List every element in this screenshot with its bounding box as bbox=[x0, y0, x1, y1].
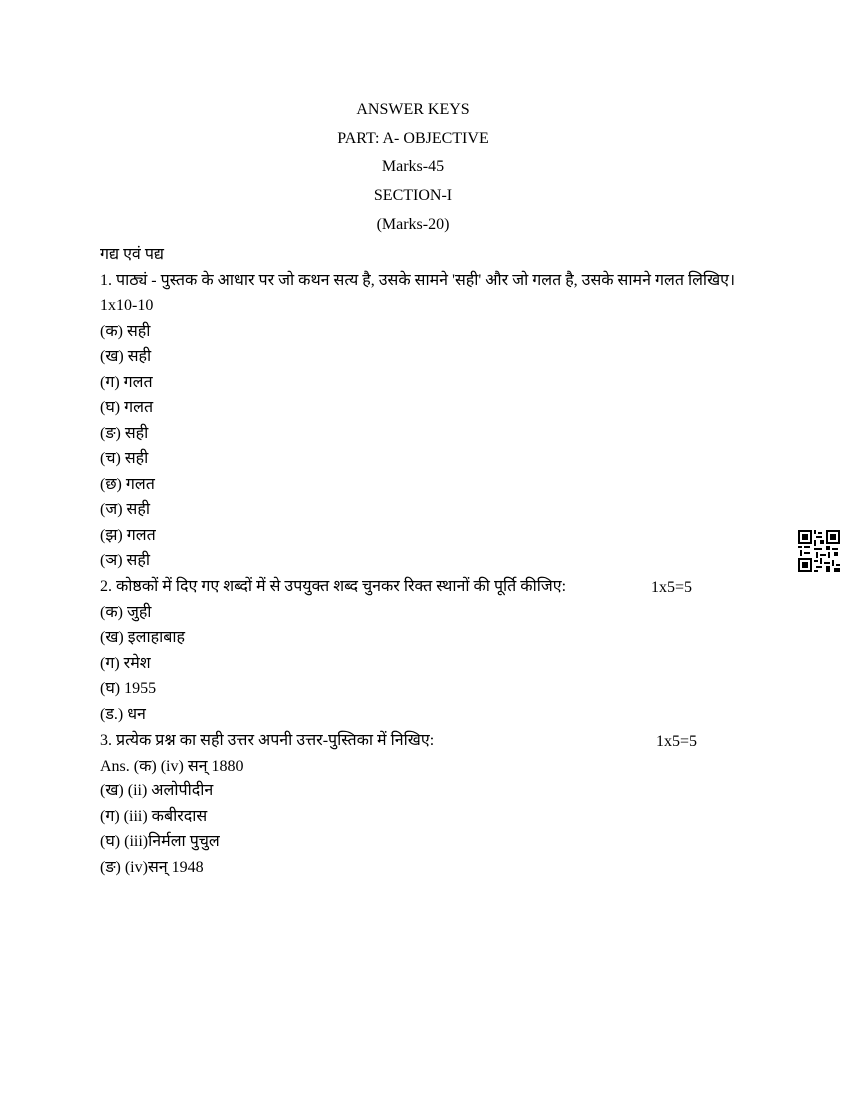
total-marks: Marks-45 bbox=[381, 158, 445, 175]
q2-answer: (क) जुही bbox=[100, 604, 152, 621]
q2-answer: (ग) रमेश bbox=[100, 655, 151, 672]
question-3: 3. प्रत्येक प्रश्न का सही उत्तर अपनी उत्तर-पुस्तिका में निखिए: bbox=[100, 732, 435, 749]
title: ANSWER KEYS bbox=[356, 101, 470, 118]
q1-answer: (च) सही bbox=[100, 450, 149, 467]
q1-answer: (छ) गलत bbox=[100, 476, 155, 493]
q1-answer: (ख) सही bbox=[100, 348, 152, 365]
q1-answer: (ङ) सही bbox=[100, 425, 149, 442]
qr-code-icon bbox=[798, 530, 840, 572]
q3-answer: Ans. (क) (iv) सन् 1880 bbox=[100, 758, 244, 775]
q2-marks: 1x5=5 bbox=[651, 579, 693, 596]
q1-answer: (ग) गलत bbox=[100, 374, 153, 391]
q3-answer: (ङ) (iv)सन् 1948 bbox=[100, 859, 204, 876]
q1-answer: (घ) गलत bbox=[100, 399, 154, 416]
section-heading: SECTION-I bbox=[373, 187, 453, 204]
q3-marks: 1x5=5 bbox=[656, 733, 698, 750]
question-2: 2. कोष्ठकों में दिए गए शब्दों में से उपयुक्त शब्द चुनकर रिक्त स्थानों की पूर्ति कीजिए: bbox=[100, 578, 567, 595]
subject-heading: गद्य एवं पद्य bbox=[100, 246, 165, 263]
q1-answer: (क) सही bbox=[100, 323, 151, 340]
part-heading: PART: A- OBJECTIVE bbox=[337, 130, 489, 147]
q1-answer: (ञ) सही bbox=[100, 552, 150, 569]
q2-answer: (ख) इलाहाबाह bbox=[100, 629, 186, 646]
q3-answer: (घ) (iii)निर्मला पुचुल bbox=[100, 833, 220, 850]
q1-answer: (ज) सही bbox=[100, 501, 150, 518]
section-marks: (Marks-20) bbox=[376, 216, 450, 233]
question-1: 1. पाठ्यं - पुस्तक के आधार पर जो कथन सत्य है, उसके सामने 'सही' और जो गलत है, उसके सामने गलत लिखिए। 1x10-10 bbox=[100, 272, 736, 314]
q3-answer: (ख) (ii) अलोपीदीन bbox=[100, 782, 214, 799]
q2-answer: (घ) 1955 bbox=[100, 680, 157, 697]
q3-answer: (ग) (iii) कबीरदास bbox=[100, 808, 208, 825]
q1-answer: (झ) गलत bbox=[100, 527, 156, 544]
q2-answer: (ड.) धन bbox=[100, 706, 146, 723]
